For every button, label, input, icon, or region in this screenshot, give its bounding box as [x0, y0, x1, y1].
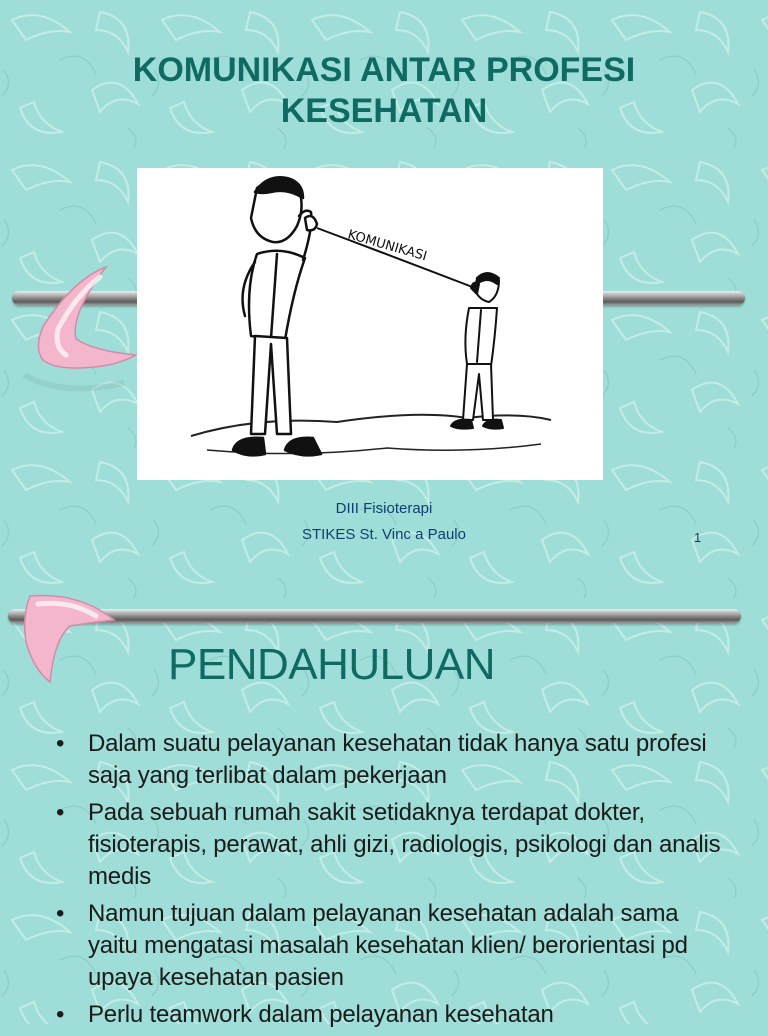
bullet-item	[52, 728, 732, 792]
slide-title-line-2: KESEHATAN	[280, 92, 488, 130]
bullet-text: Pada sebuah rumah sakit setidaknya terdapat dokter, fisioterapis, perawat, ahli gizi, radiologis, psikologi dan analis medis	[88, 799, 721, 890]
bullet-item	[52, 898, 732, 994]
bullet-icon: •	[56, 900, 65, 927]
section-heading: PENDAHULUAN	[168, 640, 496, 689]
bullet-icon: •	[56, 799, 65, 826]
cartoon-label: KOMUNIKASI	[345, 227, 429, 265]
caption-line-2: STIKES St. Vinc a Paulo	[302, 526, 466, 543]
bullet-icon: •	[56, 730, 65, 757]
bullet-text: Namun tujuan dalam pelayanan kesehatan adalah sama yaitu mengatasi masalah kesehatan klien/ berorientasi pd upaya kesehatan pasien	[88, 900, 688, 991]
bullet-text: Dalam suatu pelayanan kesehatan tidak hanya satu profesi saja yang terlibat dalam pekerjaan	[88, 730, 707, 789]
boomerang-decoration-2	[10, 586, 130, 696]
cartoon-picture	[137, 168, 603, 480]
slide-caption	[0, 496, 768, 548]
page-number: 1	[694, 530, 702, 545]
caption-line-1: DIII Fisioterapi	[335, 500, 433, 517]
slide-title	[0, 50, 768, 132]
bullet-list	[52, 728, 732, 1036]
bullet-text: Perlu teamwork dalam pelayanan kesehatan	[88, 1001, 554, 1028]
cartoon-phone-call-icon	[137, 168, 603, 480]
boomerang-decoration	[14, 255, 144, 400]
bullet-icon: •	[56, 1001, 65, 1028]
bullet-item	[52, 797, 732, 893]
bullet-item	[52, 999, 732, 1031]
slide-title-line-1: KOMUNIKASI ANTAR PROFESI	[132, 51, 636, 89]
slide-2	[0, 578, 768, 1028]
